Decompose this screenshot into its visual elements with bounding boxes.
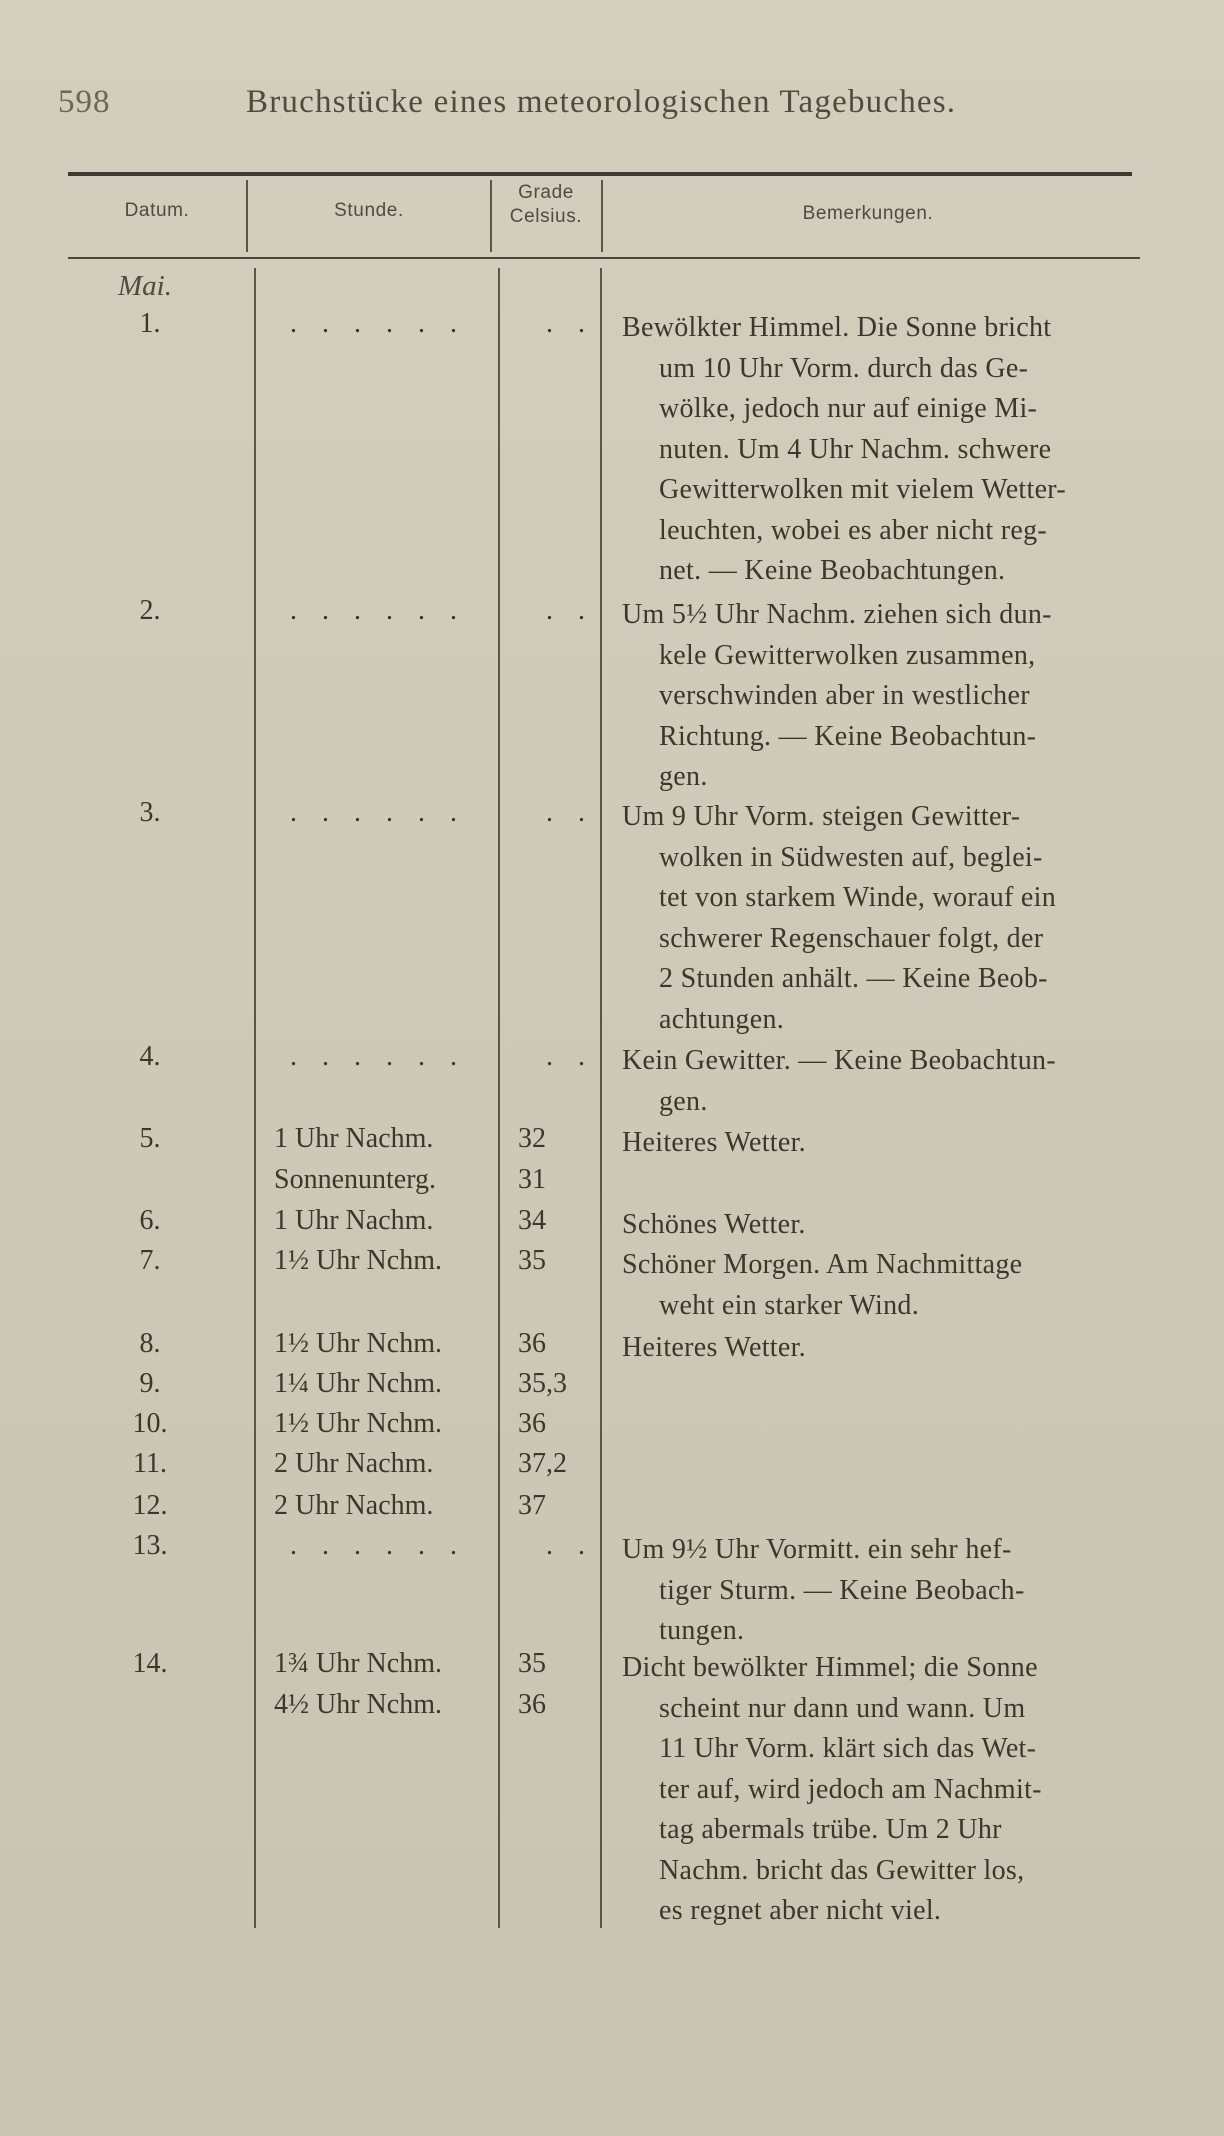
time-cell: . . . . . . (290, 595, 466, 626)
remark-line: tiger Sturm. — Keine Beobach- (659, 1574, 1025, 1606)
remark-line: gen. (659, 1085, 708, 1117)
remark-line: Nachm. bricht das Gewitter los, (659, 1854, 1025, 1886)
temperature-cell: 35,3 (518, 1368, 567, 1399)
remark-line: Dicht bewölkter Himmel; die Sonne (622, 1652, 1038, 1683)
date-cell: 7. (139, 1245, 161, 1276)
temperature-cell: 36 (518, 1408, 546, 1439)
date-cell: 11. (133, 1448, 167, 1479)
remark-line: weht ein starker Wind. (659, 1289, 919, 1321)
temperature-cell: . . (546, 595, 594, 626)
header-grade-celsius (492, 181, 600, 229)
time-cell: 1½ Uhr Nchm. (274, 1245, 442, 1276)
temperature-cell: . . (546, 308, 594, 339)
time-cell: Sonnenunterg. (274, 1163, 437, 1195)
temperature-cell: . . (546, 1041, 594, 1072)
month-label: Mai. (118, 270, 172, 302)
date-cell: 14. (132, 1648, 168, 1679)
remark-line: tag abermals trübe. Um 2 Uhr (659, 1814, 1002, 1845)
table-header-rule (68, 257, 1140, 259)
remarks-cell (622, 1123, 1150, 1164)
temperature-cell: . . (546, 797, 594, 828)
time-cell: . . . . . . (290, 1530, 466, 1561)
date-cell: 13. (132, 1530, 168, 1561)
date-cell: 2. (139, 595, 161, 626)
running-title: Bruchstücke eines meteorologischen Tagebuches. (246, 84, 957, 120)
temperature-cell: 37 (518, 1490, 546, 1521)
header-grade-line-1: Grade (518, 182, 574, 203)
time-cell: 1¾ Uhr Nchm. (274, 1648, 442, 1679)
remarks-cell (622, 1530, 1150, 1652)
remark-line: nuten. Um 4 Uhr Nachm. schwere (659, 433, 1052, 465)
remark-line: Richtung. — Keine Beobachtun- (659, 720, 1037, 752)
remarks-cell (622, 1041, 1150, 1122)
remarks-cell (622, 1328, 1150, 1369)
remark-line: Bewölkter Himmel. Die Sonne bricht (622, 312, 1052, 343)
running-head (0, 84, 1224, 124)
date-cell: 12. (132, 1490, 168, 1521)
date-cell: 9. (139, 1368, 161, 1399)
table-top-rule (68, 172, 1132, 176)
date-cell: 3. (139, 797, 161, 828)
remark-line: verschwinden aber in westlicher (659, 680, 1030, 711)
remark-line: achtungen. (659, 1003, 785, 1035)
time-cell: 1¼ Uhr Nchm. (274, 1368, 442, 1399)
remark-line: Um 9 Uhr Vorm. steigen Gewitter- (622, 801, 1021, 832)
temperature-cell: 32 (518, 1123, 546, 1154)
remark-line: schwerer Regenschauer folgt, der (659, 922, 1044, 954)
header-grade-line-2: Celsius. (509, 206, 583, 227)
remark-line: Um 5½ Uhr Nachm. ziehen sich dun- (622, 599, 1052, 630)
header-datum: Datum. (124, 200, 190, 221)
column-divider (600, 268, 602, 1928)
remark-line: Schöner Morgen. Am Nachmittage (622, 1249, 1023, 1280)
remarks-cell (622, 595, 1150, 798)
date-cell: 4. (139, 1041, 161, 1072)
remark-line: net. — Keine Beobachtungen. (659, 555, 1006, 586)
remark-line: um 10 Uhr Vorm. durch das Ge- (659, 352, 1029, 384)
remark-line: Heiteres Wetter. (622, 1332, 806, 1363)
remarks-cell (622, 797, 1150, 1040)
remark-line: wölke, jedoch nur auf einige Mi- (659, 393, 1038, 424)
time-cell: . . . . . . (290, 797, 466, 828)
page-number: 598 (58, 84, 111, 120)
remark-line: Gewitterwolken mit vielem Wetter- (659, 474, 1066, 505)
time-cell: . . . . . . (290, 308, 466, 339)
date-cell: 5. (139, 1123, 161, 1154)
remark-line: Heiteres Wetter. (622, 1127, 806, 1158)
remark-line: gen. (659, 761, 708, 792)
temperature-cell: 36 (518, 1328, 546, 1359)
remarks-cell (622, 1205, 1150, 1246)
time-cell: 1½ Uhr Nchm. (274, 1408, 442, 1439)
remark-line: scheint nur dann und wann. Um (659, 1692, 1026, 1724)
remark-line: ter auf, wird jedoch am Nachmit- (659, 1773, 1042, 1805)
remark-line: Kein Gewitter. — Keine Beobachtun- (622, 1045, 1056, 1076)
header-bemerkungen: Bemerkungen. (802, 203, 934, 224)
remark-line: Schönes Wetter. (622, 1209, 806, 1240)
remark-line: 11 Uhr Vorm. klärt sich das Wet- (659, 1733, 1037, 1764)
time-cell: 2 Uhr Nachm. (274, 1490, 434, 1521)
time-cell: 4½ Uhr Nchm. (274, 1688, 442, 1720)
date-cell: 1. (139, 308, 161, 339)
remark-line: Um 9½ Uhr Vormitt. ein sehr hef- (622, 1534, 1012, 1565)
temperature-cell: 31 (518, 1163, 546, 1195)
date-cell: 6. (139, 1205, 161, 1236)
remark-line: tet von starkem Winde, worauf ein (659, 882, 1057, 913)
remark-line: wolken in Südwesten auf, beglei- (659, 841, 1043, 873)
temperature-cell: . . (546, 1530, 594, 1561)
time-cell: 1 Uhr Nachm. (274, 1123, 434, 1154)
temperature-cell: 34 (518, 1205, 546, 1236)
remarks-cell (622, 1245, 1150, 1326)
remark-line: 2 Stunden anhält. — Keine Beob- (659, 963, 1048, 994)
date-cell: 8. (139, 1328, 161, 1359)
remark-line: kele Gewitterwolken zusammen, (659, 639, 1036, 671)
temperature-cell: 36 (518, 1688, 546, 1720)
remarks-cell (622, 308, 1150, 592)
temperature-cell: 35 (518, 1245, 546, 1276)
remark-line: leuchten, wobei es aber nicht reg- (659, 514, 1048, 546)
header-stunde: Stunde. (334, 200, 404, 221)
time-cell: . . . . . . (290, 1041, 466, 1072)
time-cell: 1½ Uhr Nchm. (274, 1328, 442, 1359)
time-cell: 2 Uhr Nachm. (274, 1448, 434, 1479)
column-divider (254, 268, 256, 1928)
time-cell: 1 Uhr Nachm. (274, 1205, 434, 1236)
remark-line: es regnet aber nicht viel. (659, 1895, 942, 1926)
remark-line: tungen. (659, 1615, 745, 1646)
date-cell: 10. (132, 1408, 168, 1439)
temperature-cell: 35 (518, 1648, 546, 1679)
temperature-cell: 37,2 (518, 1448, 567, 1479)
remarks-cell (622, 1648, 1150, 1932)
